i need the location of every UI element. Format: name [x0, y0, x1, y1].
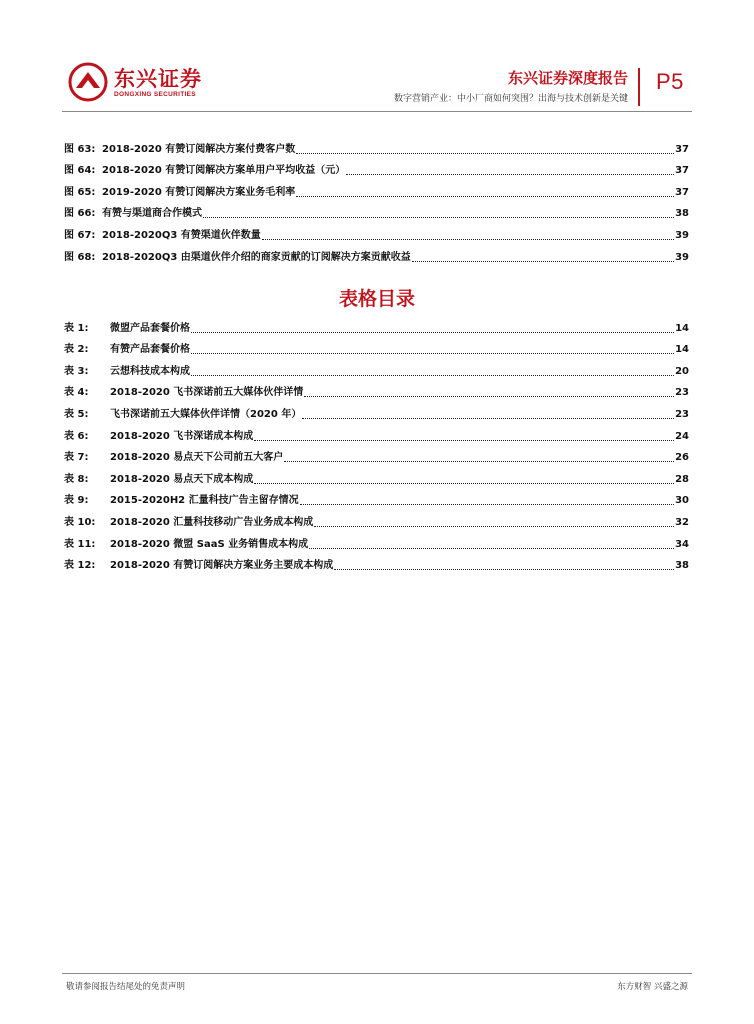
toc-entry-title: 2018-2020 有赞订阅解决方案业务主要成本构成	[110, 560, 334, 572]
toc-leader-dots	[203, 217, 674, 218]
toc-entry-page: 34	[675, 538, 689, 550]
toc-entry-number: 表 12:	[64, 560, 96, 572]
toc-entry-page: 37	[675, 165, 689, 177]
toc-entry-number: 表 11:	[64, 538, 96, 550]
toc-entry-title: 2018-2020 飞书深诺成本构成	[110, 430, 254, 442]
toc-entry-title: 飞书深诺前五大媒体伙伴详情（2020 年）	[110, 408, 302, 420]
toc-leader-dots	[304, 396, 674, 397]
toc-entry-number: 表 1:	[64, 322, 89, 334]
toc-entry-title: 2018-2020 有赞订阅解决方案付费客户数	[102, 143, 296, 155]
toc-leader-dots	[284, 461, 674, 462]
toc-entry-title: 2018-2020Q3 由渠道伙伴介绍的商家贡献的订阅解决方案贡献收益	[102, 251, 411, 263]
table-toc-entry[interactable]	[64, 399, 689, 421]
toc-entry-page: 26	[675, 452, 689, 464]
toc-entry-title: 2018-2020Q3 有赞渠道伙伴数量	[102, 229, 261, 241]
toc-entry-title: 云想科技成本构成	[110, 365, 190, 377]
toc-leader-dots	[191, 353, 674, 354]
table-toc-entry[interactable]	[64, 356, 689, 378]
toc-entry-number: 表 5:	[64, 408, 89, 420]
figure-toc-entry[interactable]	[64, 220, 689, 242]
toc-leader-dots	[302, 418, 674, 419]
figures-list	[64, 134, 689, 264]
toc-entry-title: 有赞与渠道商合作模式	[102, 208, 202, 220]
table-toc-entry[interactable]	[64, 421, 689, 443]
toc-entry-number: 图 65:	[64, 186, 96, 198]
toc-leader-dots	[412, 261, 674, 262]
toc-entry-number: 图 68:	[64, 251, 96, 263]
toc-entry-title: 微盟产品套餐价格	[110, 322, 190, 334]
toc-entry-page: 24	[675, 430, 689, 442]
table-toc-entry[interactable]	[64, 378, 689, 400]
toc-entry-title: 有赞产品套餐价格	[110, 344, 190, 356]
table-toc-entry[interactable]	[64, 551, 689, 573]
page-number: P5	[656, 69, 684, 94]
toc-leader-dots	[191, 375, 674, 376]
toc-entry-page: 38	[675, 208, 689, 220]
toc-entry-number: 表 9:	[64, 495, 89, 507]
logo-chinese-name: 东兴证券	[114, 66, 202, 91]
toc-entry-page: 28	[675, 473, 689, 485]
footer-disclaimer: 敬请参阅报告结尾处的免责声明	[66, 982, 186, 992]
footer-slogan: 东方财智 兴盛之源	[617, 982, 688, 992]
company-logo	[68, 62, 202, 102]
toc-entry-title: 2018-2020 微盟 SaaS 业务销售成本构成	[110, 538, 309, 550]
table-toc-entry[interactable]	[64, 335, 689, 357]
toc-entry-number: 表 7:	[64, 452, 89, 464]
toc-entry-page: 23	[675, 408, 689, 420]
tables-section-title: 表格目录	[338, 288, 415, 310]
logo-english-name: DONGXING SECURITIES	[114, 90, 196, 98]
toc-entry-page: 14	[675, 322, 689, 334]
toc-entry-title: 2018-2020 汇量科技移动广告业务成本构成	[110, 516, 314, 528]
toc-leader-dots	[346, 174, 674, 175]
toc-entry-title: 2018-2020 有赞订阅解决方案单用户平均收益（元）	[102, 165, 346, 177]
table-toc-entry[interactable]	[64, 529, 689, 551]
toc-entry-page: 32	[675, 516, 689, 528]
toc-leader-dots	[314, 526, 674, 527]
header-divider	[638, 68, 640, 106]
report-title: 东兴证券深度报告	[507, 69, 628, 87]
toc-leader-dots	[262, 239, 674, 240]
toc-entry-number: 表 4:	[64, 387, 89, 399]
toc-entry-number: 图 63:	[64, 143, 96, 155]
toc-entry-page: 38	[675, 560, 689, 572]
toc-entry-title: 2018-2020 易点天下成本构成	[110, 473, 254, 485]
toc-entry-number: 图 64:	[64, 165, 96, 177]
toc-leader-dots	[191, 332, 674, 333]
toc-entry-number: 表 3:	[64, 365, 89, 377]
toc-leader-dots	[334, 569, 674, 570]
toc-entry-page: 37	[675, 186, 689, 198]
toc-entry-page: 39	[675, 251, 689, 263]
report-subtitle: 数字营销产业：中小厂商如何突围？出海与技术创新是关键	[393, 94, 628, 104]
toc-leader-dots	[309, 548, 674, 549]
dongxing-logo-icon	[68, 62, 108, 102]
toc-entry-page: 39	[675, 229, 689, 241]
toc-entry-number: 图 66:	[64, 208, 96, 220]
figure-toc-entry[interactable]	[64, 134, 689, 156]
table-toc-entry[interactable]	[64, 464, 689, 486]
figure-toc-entry[interactable]	[64, 177, 689, 199]
toc-leader-dots	[296, 153, 674, 154]
table-toc-entry[interactable]	[64, 443, 689, 465]
tables-list	[64, 313, 689, 572]
toc-entry-title: 2019-2020 有赞订阅解决方案业务毛利率	[102, 186, 296, 198]
table-toc-entry[interactable]	[64, 486, 689, 508]
toc-entry-title: 2018-2020 飞书深诺前五大媒体伙伴详情	[110, 387, 304, 399]
toc-entry-title: 2018-2020 易点天下公司前五大客户	[110, 452, 284, 464]
toc-entry-title: 2015-2020H2 汇量科技广告主留存情况	[110, 495, 299, 507]
header-rule	[62, 111, 692, 112]
figure-toc-entry[interactable]	[64, 199, 689, 221]
toc-entry-number: 表 6:	[64, 430, 89, 442]
toc-leader-dots	[254, 440, 674, 441]
toc-leader-dots	[300, 504, 674, 505]
footer-rule	[62, 973, 692, 974]
toc-entry-page: 20	[675, 365, 689, 377]
toc-entry-number: 图 67:	[64, 229, 96, 241]
toc-entry-page: 30	[675, 495, 689, 507]
toc-entry-number: 表 10:	[64, 516, 96, 528]
toc-leader-dots	[254, 483, 674, 484]
toc-leader-dots	[296, 196, 674, 197]
toc-entry-number: 表 8:	[64, 473, 89, 485]
figure-toc-entry[interactable]	[64, 156, 689, 178]
toc-entry-page: 37	[675, 143, 689, 155]
table-toc-entry[interactable]	[64, 313, 689, 335]
toc-entry-page: 23	[675, 387, 689, 399]
toc-entry-number: 表 2:	[64, 344, 89, 356]
toc-entry-page: 14	[675, 344, 689, 356]
table-toc-entry[interactable]	[64, 507, 689, 529]
figure-toc-entry[interactable]	[64, 242, 689, 264]
